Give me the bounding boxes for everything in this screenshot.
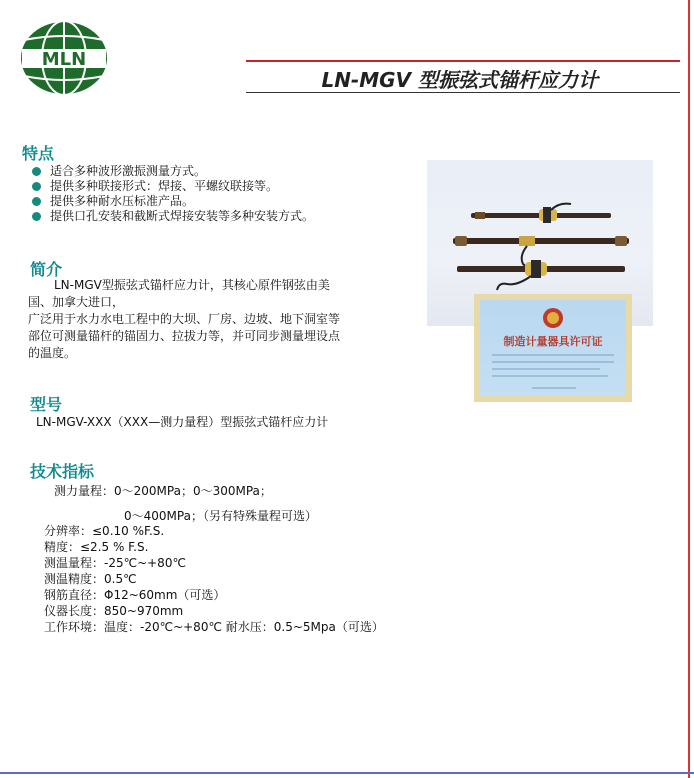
- spec-list: [44, 523, 384, 635]
- list-item: 提供多种联接形式：焊接、平螺纹联接等。: [32, 179, 314, 194]
- list-item: 提供口孔安装和截断式焊接安装等多种安装方式。: [32, 209, 314, 224]
- bullet-icon: [32, 167, 41, 176]
- list-item: 适合多种波形激振测量方式。: [32, 164, 314, 179]
- certificate-content: [480, 300, 626, 396]
- list-item: 提供多种耐水压标准产品。: [32, 194, 314, 209]
- title-rule-bottom: [246, 92, 680, 93]
- certificate-inner: [480, 300, 626, 396]
- title-rule-top: [246, 60, 680, 62]
- spec-item: 精度：≤2.5 % F.S.: [44, 540, 149, 554]
- page-title: LN-MGV 型振弦式锚杆应力计: [321, 68, 598, 92]
- logo-text: MLN: [41, 49, 87, 70]
- spec-item: 分辨率：≤0.10 %F.S.: [44, 524, 165, 538]
- spec-item: 仪器长度：850~970mm: [44, 604, 184, 618]
- page-frame-bottom: [0, 772, 694, 774]
- intro-heading: 简介: [30, 260, 63, 279]
- specs-heading: 技术指标: [30, 462, 95, 481]
- spec-range-line1: 测力量程：0～200MPa；0～300MPa；: [54, 484, 272, 498]
- features-list: [32, 164, 314, 224]
- spec-item: 钢筋直径：Φ12~60mm（可选）: [44, 588, 226, 602]
- certificate-image: [474, 294, 632, 402]
- mln-logo: [18, 18, 110, 96]
- spec-item: 测温精度：0.5℃: [44, 572, 137, 586]
- title-bar: [246, 60, 680, 94]
- bullet-icon: [32, 212, 41, 221]
- certificate-title: 制造计量器具许可证: [503, 335, 603, 348]
- page-frame-right: [688, 0, 690, 778]
- bullet-icon: [32, 182, 41, 191]
- model-heading: 型号: [30, 395, 63, 414]
- model-text: LN-MGV-XXX（XXX—测力量程）型振弦式锚杆应力计: [36, 415, 329, 429]
- features-heading: 特点: [22, 144, 55, 163]
- spec-item: 工作环境：温度：-20℃~+80℃ 耐水压：0.5~5Mpa（可选）: [44, 620, 384, 634]
- bullet-icon: [32, 197, 41, 206]
- spec-item: 测温量程：-25℃~+80℃: [44, 556, 186, 570]
- spec-range-line2: 0～400MPa；（另有特殊量程可选）: [124, 509, 317, 523]
- intro-text: LN-MGV型振弦式锚杆应力计，其核心原件钢弦由美 国、加拿大进口， 广泛用于水力水电工程中的大坝、厂房、边坡、地下洞室等 部位可测量锚杆的锚固力、拉拔力等，并可同步测量埋设点 的温度。: [28, 278, 341, 360]
